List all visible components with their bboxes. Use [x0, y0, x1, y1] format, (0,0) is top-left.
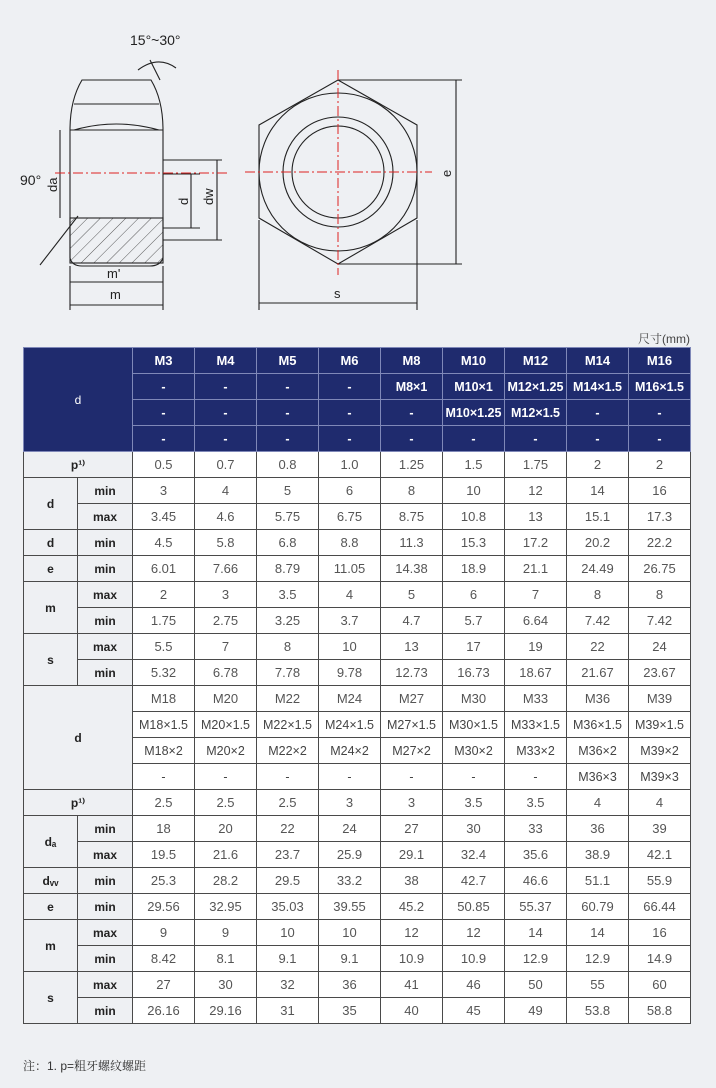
- value-cell: 1.25: [381, 452, 443, 478]
- value-cell: 14: [567, 920, 629, 946]
- section2-fine3-cell: M39×3: [629, 764, 691, 790]
- value-cell: 11.3: [381, 530, 443, 556]
- value-cell: 10.8: [443, 504, 505, 530]
- value-cell: 2: [133, 582, 195, 608]
- value-cell: 24: [319, 816, 381, 842]
- value-cell: 28.2: [195, 868, 257, 894]
- param-label: m: [24, 920, 78, 972]
- section1-fine1-cell: -: [133, 374, 195, 400]
- value-cell: 36: [319, 972, 381, 998]
- value-cell: 2.5: [133, 790, 195, 816]
- value-cell: 29.1: [381, 842, 443, 868]
- value-cell: 2: [629, 452, 691, 478]
- value-cell: 21.6: [195, 842, 257, 868]
- value-cell: 42.1: [629, 842, 691, 868]
- value-cell: 30: [195, 972, 257, 998]
- value-cell: 46.6: [505, 868, 567, 894]
- param-sublabel: max: [78, 920, 133, 946]
- param-label: s: [24, 634, 78, 686]
- param-sublabel: min: [78, 660, 133, 686]
- value-cell: 3: [381, 790, 443, 816]
- section2-sizes-cell: M20: [195, 686, 257, 712]
- section1-data-row: [24, 478, 691, 504]
- value-cell: 45.2: [381, 894, 443, 920]
- section2-fine2-cell: M22×2: [257, 738, 319, 764]
- section2-sizes-cell: M30: [443, 686, 505, 712]
- value-cell: 0.7: [195, 452, 257, 478]
- value-cell: 29.5: [257, 868, 319, 894]
- m-label: m: [110, 287, 121, 302]
- section2-fine1-cell: M22×1.5: [257, 712, 319, 738]
- value-cell: 23.67: [629, 660, 691, 686]
- value-cell: 12.73: [381, 660, 443, 686]
- section2-fine3-cell: -: [257, 764, 319, 790]
- param-label: p¹⁾: [24, 452, 133, 478]
- m-prime-label: m': [107, 266, 121, 281]
- value-cell: 5.32: [133, 660, 195, 686]
- value-cell: 27: [381, 816, 443, 842]
- value-cell: 42.7: [443, 868, 505, 894]
- d-label: d: [176, 197, 191, 205]
- value-cell: 3: [133, 478, 195, 504]
- value-cell: 45: [443, 998, 505, 1024]
- value-cell: 8.75: [381, 504, 443, 530]
- value-cell: 2.75: [195, 608, 257, 634]
- section1-fine3-cell: -: [629, 426, 691, 452]
- value-cell: 9: [195, 920, 257, 946]
- value-cell: 51.1: [567, 868, 629, 894]
- section1-fine2-cell: M12×1.5: [505, 400, 567, 426]
- section2-fine2-cell: M27×2: [381, 738, 443, 764]
- section1-data-row: [24, 582, 691, 608]
- value-cell: 60: [629, 972, 691, 998]
- section1-sizes-cell: M14: [567, 348, 629, 374]
- section1-fine1-cell: M16×1.5: [629, 374, 691, 400]
- value-cell: 0.5: [133, 452, 195, 478]
- param-sublabel: max: [78, 972, 133, 998]
- value-cell: 29.16: [195, 998, 257, 1024]
- value-cell: 5.8: [195, 530, 257, 556]
- param-sublabel: min: [78, 946, 133, 972]
- value-cell: 4.7: [381, 608, 443, 634]
- section2-fine3-cell: -: [319, 764, 381, 790]
- value-cell: 55.37: [505, 894, 567, 920]
- value-cell: 33: [505, 816, 567, 842]
- value-cell: 1.0: [319, 452, 381, 478]
- param-sublabel: max: [78, 504, 133, 530]
- section1-sizes-cell: M3: [133, 348, 195, 374]
- hex-nut-drawing: [0, 0, 716, 330]
- section1-fine2-cell: -: [257, 400, 319, 426]
- section2-header-row: [24, 686, 691, 712]
- param-label: e: [24, 556, 78, 582]
- value-cell: 35.6: [505, 842, 567, 868]
- param-label: dᵥᵥ: [24, 868, 78, 894]
- value-cell: 6.01: [133, 556, 195, 582]
- section2-fine1-cell: M39×1.5: [629, 712, 691, 738]
- param-label: d: [24, 478, 78, 530]
- value-cell: 7: [505, 582, 567, 608]
- section1-data-row: [24, 530, 691, 556]
- section1-sizes-cell: M16: [629, 348, 691, 374]
- section1-data-row: [24, 504, 691, 530]
- value-cell: 20: [195, 816, 257, 842]
- value-cell: 15.3: [443, 530, 505, 556]
- value-cell: 4: [629, 790, 691, 816]
- value-cell: 6.8: [257, 530, 319, 556]
- angle-top-label: 15°~30°: [130, 32, 181, 48]
- value-cell: 50: [505, 972, 567, 998]
- spec-table: [23, 347, 691, 1024]
- value-cell: 10.9: [443, 946, 505, 972]
- value-cell: 5.7: [443, 608, 505, 634]
- value-cell: 7: [195, 634, 257, 660]
- section2-fine3-cell: -: [443, 764, 505, 790]
- value-cell: 8.1: [195, 946, 257, 972]
- value-cell: 55: [567, 972, 629, 998]
- section2-data-row: [24, 868, 691, 894]
- section1-fine1-cell: M12×1.25: [505, 374, 567, 400]
- param-sublabel: max: [78, 582, 133, 608]
- section2-data-row: [24, 972, 691, 998]
- param-label: d: [24, 530, 78, 556]
- section1-fine2-cell: -: [133, 400, 195, 426]
- section2-fine2-cell: M20×2: [195, 738, 257, 764]
- value-cell: 30: [443, 816, 505, 842]
- value-cell: 9: [133, 920, 195, 946]
- value-cell: 32: [257, 972, 319, 998]
- section2-fine2-cell: M33×2: [505, 738, 567, 764]
- value-cell: 12: [381, 920, 443, 946]
- section2-fine1-cell: M27×1.5: [381, 712, 443, 738]
- value-cell: 4: [567, 790, 629, 816]
- value-cell: 26.75: [629, 556, 691, 582]
- value-cell: 2: [567, 452, 629, 478]
- param-sublabel: min: [78, 894, 133, 920]
- section2-fine1-cell: M30×1.5: [443, 712, 505, 738]
- value-cell: 49: [505, 998, 567, 1024]
- value-cell: 25.3: [133, 868, 195, 894]
- value-cell: 3.5: [257, 582, 319, 608]
- section1-sizes-cell: M6: [319, 348, 381, 374]
- section2-fine3-cell: -: [505, 764, 567, 790]
- value-cell: 53.8: [567, 998, 629, 1024]
- footnote: 注：1. p=粗牙螺纹螺距: [23, 1059, 147, 1073]
- section1-fine3-cell: -: [381, 426, 443, 452]
- value-cell: 31: [257, 998, 319, 1024]
- value-cell: 20.2: [567, 530, 629, 556]
- value-cell: 9.78: [319, 660, 381, 686]
- value-cell: 1.75: [133, 608, 195, 634]
- value-cell: 5: [257, 478, 319, 504]
- section2-fine1-cell: M24×1.5: [319, 712, 381, 738]
- value-cell: 58.8: [629, 998, 691, 1024]
- value-cell: 3.45: [133, 504, 195, 530]
- value-cell: 35.03: [257, 894, 319, 920]
- section1-fine2-cell: -: [381, 400, 443, 426]
- value-cell: 22: [257, 816, 319, 842]
- value-cell: 4.6: [195, 504, 257, 530]
- value-cell: 39: [629, 816, 691, 842]
- value-cell: 4.5: [133, 530, 195, 556]
- value-cell: 8.8: [319, 530, 381, 556]
- section1-data-row: [24, 634, 691, 660]
- value-cell: 4: [195, 478, 257, 504]
- value-cell: 10: [319, 634, 381, 660]
- param-sublabel: max: [78, 842, 133, 868]
- value-cell: 11.05: [319, 556, 381, 582]
- section2-thread-label: d: [24, 686, 133, 790]
- value-cell: 35: [319, 998, 381, 1024]
- section1-data-row: [24, 556, 691, 582]
- section1-fine3-cell: -: [319, 426, 381, 452]
- value-cell: 26.16: [133, 998, 195, 1024]
- section2-fine3-cell: -: [381, 764, 443, 790]
- value-cell: 32.4: [443, 842, 505, 868]
- section1-fine3-cell: -: [443, 426, 505, 452]
- value-cell: 8.42: [133, 946, 195, 972]
- section2-data-row: [24, 842, 691, 868]
- section1-sizes-cell: M10: [443, 348, 505, 374]
- section1-sizes-cell: M4: [195, 348, 257, 374]
- section1-fine3-cell: -: [257, 426, 319, 452]
- value-cell: 13: [381, 634, 443, 660]
- value-cell: 25.9: [319, 842, 381, 868]
- value-cell: 12: [443, 920, 505, 946]
- section1-fine3-cell: -: [195, 426, 257, 452]
- value-cell: 22: [567, 634, 629, 660]
- value-cell: 0.8: [257, 452, 319, 478]
- section1-sizes-cell: M5: [257, 348, 319, 374]
- value-cell: 16.73: [443, 660, 505, 686]
- value-cell: 1.5: [443, 452, 505, 478]
- value-cell: 3.7: [319, 608, 381, 634]
- value-cell: 41: [381, 972, 443, 998]
- section2-data-row: [24, 946, 691, 972]
- section2-fine1-cell: M18×1.5: [133, 712, 195, 738]
- section2-data-row: [24, 894, 691, 920]
- value-cell: 29.56: [133, 894, 195, 920]
- section2-fine1-cell: M36×1.5: [567, 712, 629, 738]
- value-cell: 27: [133, 972, 195, 998]
- dw-label: dw: [201, 188, 216, 205]
- angle-left-label: 90°: [20, 172, 42, 188]
- section1-fine1-cell: -: [319, 374, 381, 400]
- param-sublabel: min: [78, 530, 133, 556]
- section1-data-row: [24, 452, 691, 478]
- value-cell: 22.2: [629, 530, 691, 556]
- section2-data-row: [24, 998, 691, 1024]
- value-cell: 10: [443, 478, 505, 504]
- section1-fine3-cell: -: [567, 426, 629, 452]
- value-cell: 8: [629, 582, 691, 608]
- value-cell: 8: [257, 634, 319, 660]
- param-label: e: [24, 894, 78, 920]
- section1-thread-label: d: [24, 348, 133, 452]
- value-cell: 38: [381, 868, 443, 894]
- value-cell: 18.67: [505, 660, 567, 686]
- value-cell: 50.85: [443, 894, 505, 920]
- value-cell: 3.5: [443, 790, 505, 816]
- value-cell: 18.9: [443, 556, 505, 582]
- value-cell: 46: [443, 972, 505, 998]
- value-cell: 6.75: [319, 504, 381, 530]
- section2-fine1-cell: M20×1.5: [195, 712, 257, 738]
- value-cell: 10: [319, 920, 381, 946]
- value-cell: 14: [505, 920, 567, 946]
- value-cell: 24: [629, 634, 691, 660]
- section2-fine2-cell: M30×2: [443, 738, 505, 764]
- param-sublabel: max: [78, 634, 133, 660]
- section2-fine3-cell: M36×3: [567, 764, 629, 790]
- section2-sizes-cell: M27: [381, 686, 443, 712]
- value-cell: 19: [505, 634, 567, 660]
- value-cell: 14: [567, 478, 629, 504]
- section2-fine2-cell: M36×2: [567, 738, 629, 764]
- section1-fine2-cell: -: [195, 400, 257, 426]
- value-cell: 8.79: [257, 556, 319, 582]
- value-cell: 9.1: [257, 946, 319, 972]
- da-label: da: [45, 177, 60, 192]
- value-cell: 9.1: [319, 946, 381, 972]
- value-cell: 7.42: [629, 608, 691, 634]
- thread-section: [70, 218, 163, 263]
- unit-label: 尺寸(mm): [638, 332, 690, 346]
- section2-sizes-cell: M18: [133, 686, 195, 712]
- value-cell: 24.49: [567, 556, 629, 582]
- value-cell: 6.64: [505, 608, 567, 634]
- section1-sizes-cell: M12: [505, 348, 567, 374]
- value-cell: 16: [629, 478, 691, 504]
- section1-fine1-cell: M14×1.5: [567, 374, 629, 400]
- param-label: p¹⁾: [24, 790, 133, 816]
- section1-fine1-cell: M10×1: [443, 374, 505, 400]
- value-cell: 7.66: [195, 556, 257, 582]
- value-cell: 2.5: [257, 790, 319, 816]
- value-cell: 4: [319, 582, 381, 608]
- value-cell: 16: [629, 920, 691, 946]
- value-cell: 19.5: [133, 842, 195, 868]
- value-cell: 14.9: [629, 946, 691, 972]
- section1-data-row: [24, 608, 691, 634]
- value-cell: 6: [319, 478, 381, 504]
- section1-fine1-cell: M8×1: [381, 374, 443, 400]
- section2-data-row: [24, 790, 691, 816]
- section2-fine2-cell: M18×2: [133, 738, 195, 764]
- value-cell: 7.42: [567, 608, 629, 634]
- section2-data-row: [24, 816, 691, 842]
- section2-sizes-cell: M39: [629, 686, 691, 712]
- param-label: dₐ: [24, 816, 78, 868]
- value-cell: 21.1: [505, 556, 567, 582]
- value-cell: 17.3: [629, 504, 691, 530]
- value-cell: 6.78: [195, 660, 257, 686]
- value-cell: 7.78: [257, 660, 319, 686]
- section1-fine1-cell: -: [257, 374, 319, 400]
- param-sublabel: min: [78, 478, 133, 504]
- value-cell: 55.9: [629, 868, 691, 894]
- value-cell: 10.9: [381, 946, 443, 972]
- param-label: m: [24, 582, 78, 634]
- value-cell: 6: [443, 582, 505, 608]
- section1-fine2-cell: M10×1.25: [443, 400, 505, 426]
- section2-fine3-cell: -: [133, 764, 195, 790]
- value-cell: 10: [257, 920, 319, 946]
- value-cell: 15.1: [567, 504, 629, 530]
- value-cell: 3: [319, 790, 381, 816]
- value-cell: 3: [195, 582, 257, 608]
- value-cell: 17.2: [505, 530, 567, 556]
- param-sublabel: min: [78, 556, 133, 582]
- value-cell: 17: [443, 634, 505, 660]
- value-cell: 8: [381, 478, 443, 504]
- value-cell: 12.9: [567, 946, 629, 972]
- value-cell: 3.25: [257, 608, 319, 634]
- section2-fine3-cell: -: [195, 764, 257, 790]
- value-cell: 40: [381, 998, 443, 1024]
- section1-header-row: [24, 348, 691, 374]
- section1-fine2-cell: -: [567, 400, 629, 426]
- value-cell: 5: [381, 582, 443, 608]
- section1-fine1-cell: -: [195, 374, 257, 400]
- section2-sizes-cell: M22: [257, 686, 319, 712]
- value-cell: 5.5: [133, 634, 195, 660]
- value-cell: 3.5: [505, 790, 567, 816]
- value-cell: 1.75: [505, 452, 567, 478]
- section2-fine1-cell: M33×1.5: [505, 712, 567, 738]
- param-sublabel: min: [78, 608, 133, 634]
- value-cell: 33.2: [319, 868, 381, 894]
- section1-sizes-cell: M8: [381, 348, 443, 374]
- param-sublabel: min: [78, 868, 133, 894]
- value-cell: 5.75: [257, 504, 319, 530]
- section2-data-row: [24, 920, 691, 946]
- param-label: s: [24, 972, 78, 1024]
- value-cell: 39.55: [319, 894, 381, 920]
- s-label: s: [334, 286, 341, 301]
- value-cell: 66.44: [629, 894, 691, 920]
- section1-fine3-cell: -: [133, 426, 195, 452]
- value-cell: 8: [567, 582, 629, 608]
- value-cell: 13: [505, 504, 567, 530]
- value-cell: 14.38: [381, 556, 443, 582]
- section1-data-row: [24, 660, 691, 686]
- value-cell: 36: [567, 816, 629, 842]
- value-cell: 60.79: [567, 894, 629, 920]
- value-cell: 23.7: [257, 842, 319, 868]
- value-cell: 2.5: [195, 790, 257, 816]
- section2-sizes-cell: M24: [319, 686, 381, 712]
- section2-sizes-cell: M33: [505, 686, 567, 712]
- param-sublabel: min: [78, 816, 133, 842]
- value-cell: 18: [133, 816, 195, 842]
- param-sublabel: min: [78, 998, 133, 1024]
- value-cell: 38.9: [567, 842, 629, 868]
- e-label: e: [439, 169, 454, 177]
- value-cell: 21.67: [567, 660, 629, 686]
- value-cell: 12.9: [505, 946, 567, 972]
- section2-sizes-cell: M36: [567, 686, 629, 712]
- value-cell: 32.95: [195, 894, 257, 920]
- value-cell: 12: [505, 478, 567, 504]
- section1-fine3-cell: -: [505, 426, 567, 452]
- section1-fine2-cell: -: [629, 400, 691, 426]
- section1-fine2-cell: -: [319, 400, 381, 426]
- section2-fine2-cell: M24×2: [319, 738, 381, 764]
- section2-fine2-cell: M39×2: [629, 738, 691, 764]
